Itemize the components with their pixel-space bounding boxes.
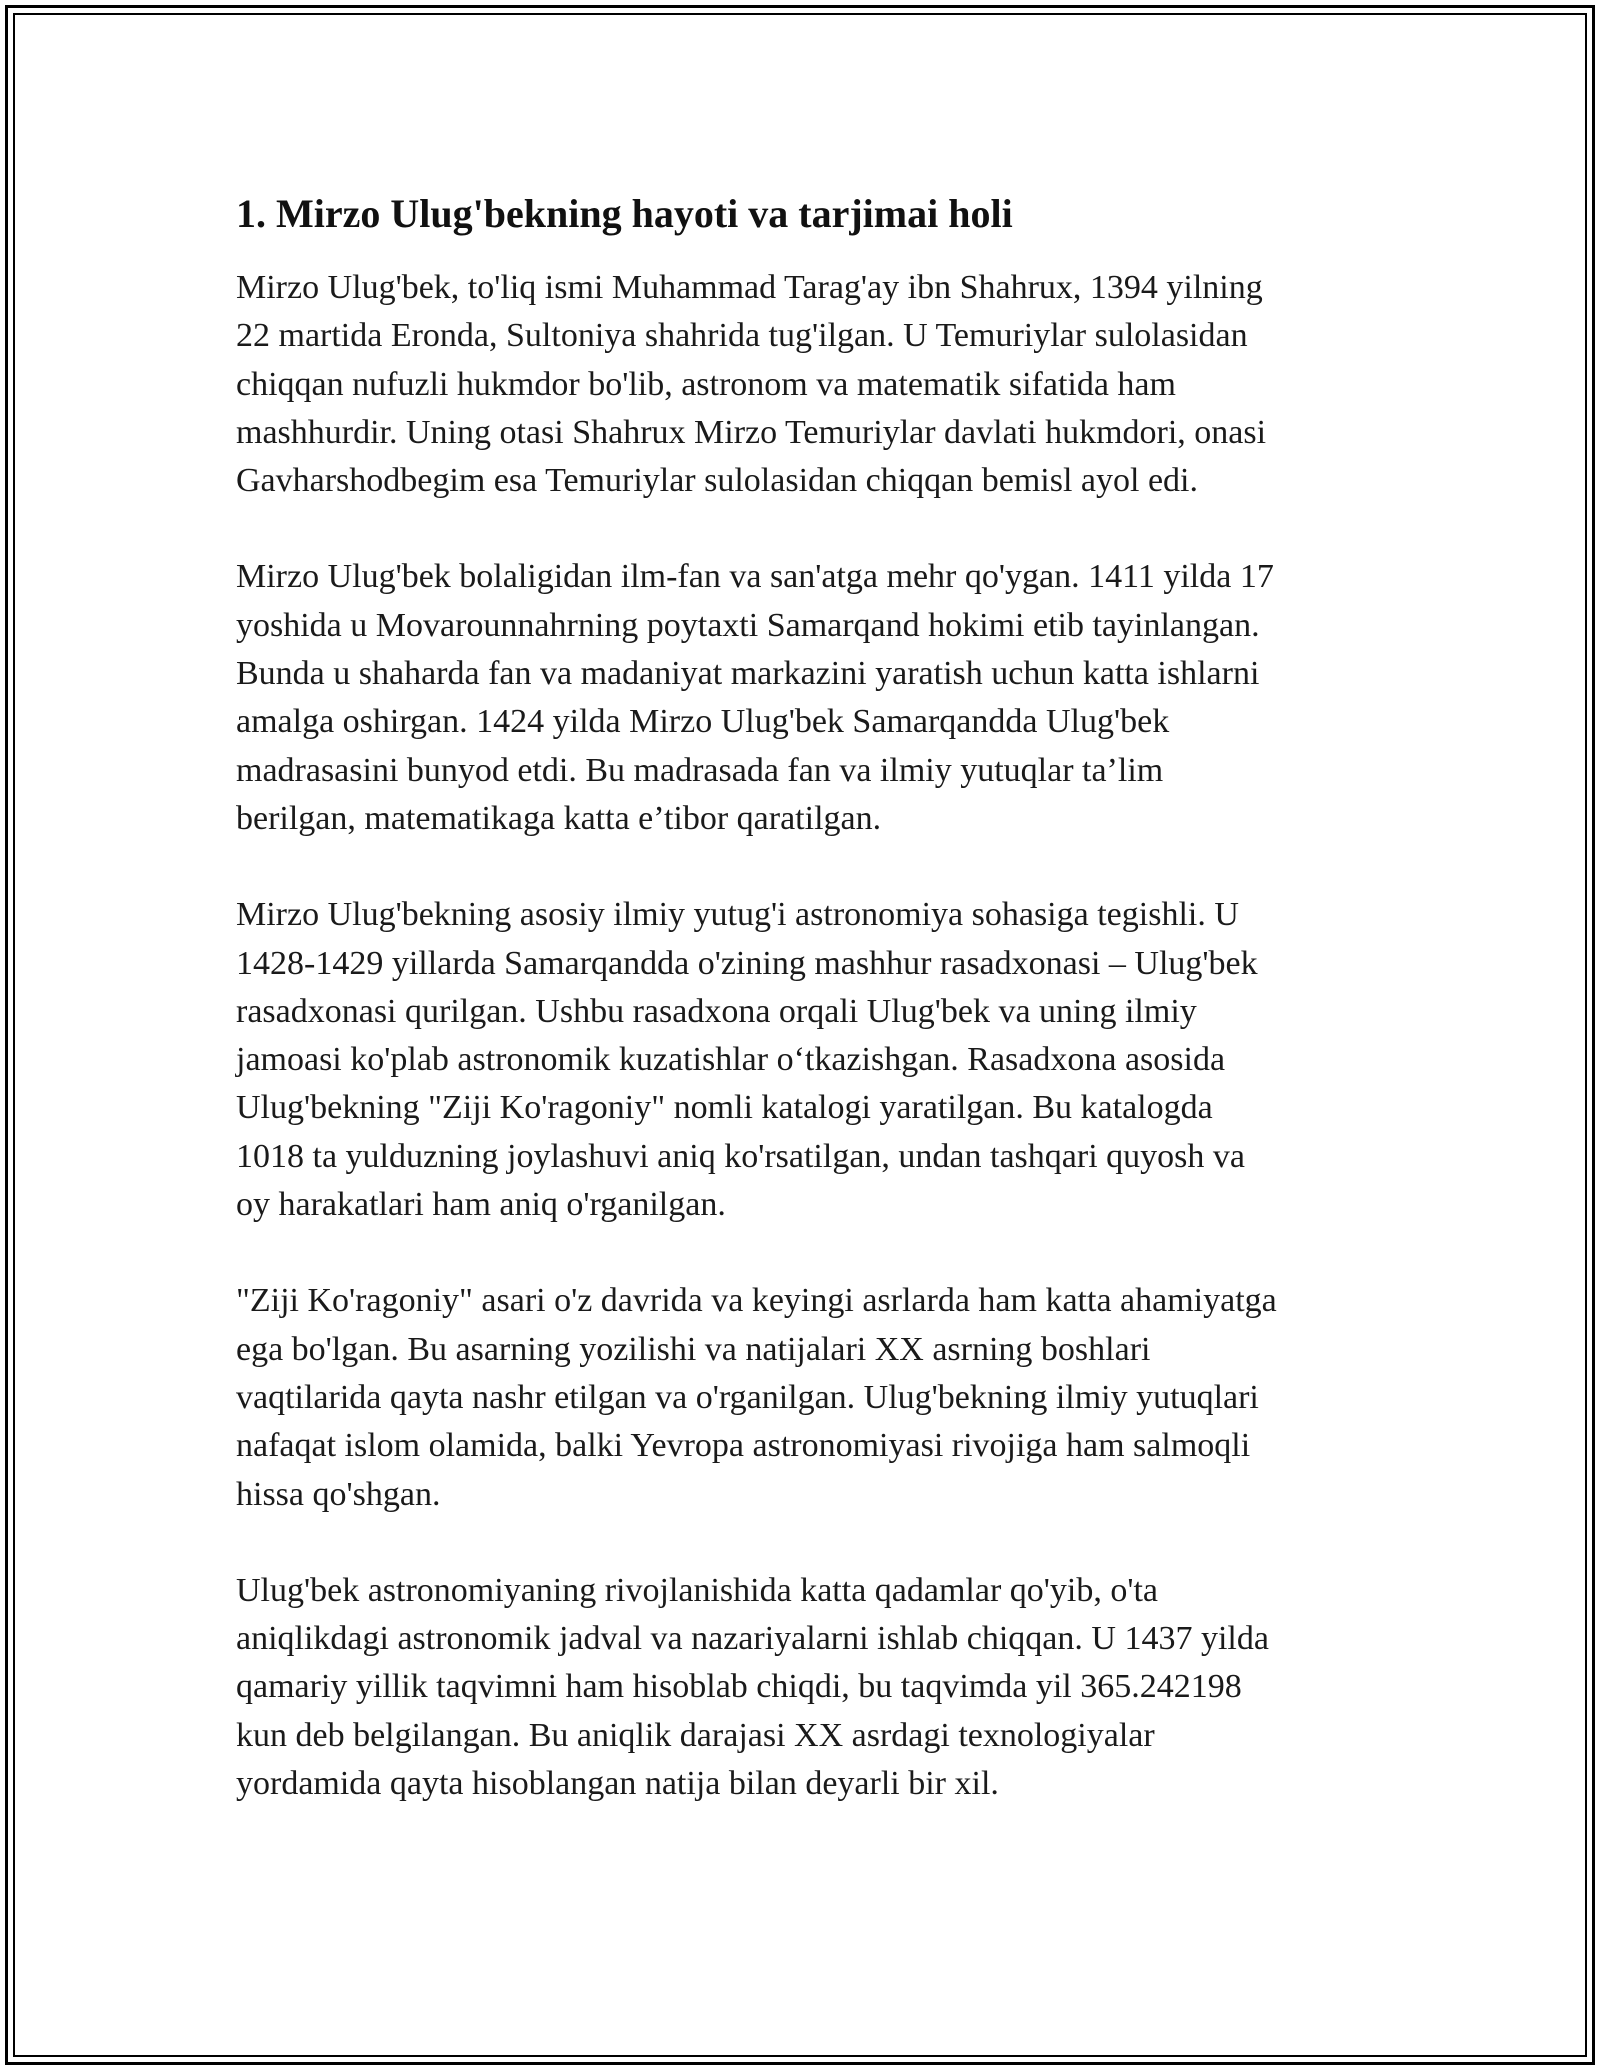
paragraph-ziji-koragoniy: "Ziji Ko'ragoniy" asari o'z davrida va keyingi asrlarda ham katta ahamiyatga ega bo'lgan. Bu asarning yozilishi va natijalari XX asrning boshlari vaqtilarida qayta nashr etilgan va o'rganilgan. Ulug'bekning ilmiy yutuqlari nafaqat islom olamida, balki Yevropa astronomiyasi rivojiga ham salmoqli hissa qo'shgan. <box>236 1282 1277 1513</box>
paragraph-observatory: Mirzo Ulug'bekning asosiy ilmiy yutug'i astronomiya sohasiga tegishli. U 1428-1429 yillarda Samarqandda o'zining mashhur rasadxonasi – Ulug'bek rasadxonasi qurilgan. Ushbu rasadxona orqali Ulug'bek va uning ilmiy jamoasi ko'plab astronomik kuzatishlar o‘tkazishgan. Rasadxona asosida Ulug'bekning "Ziji Ko'ragoniy" nomli katalogi yaratilgan. Bu katalogda 1018 ta yulduzning joylashuvi aniq ko'rsatilgan, undan tashqari quyosh va oy harakatlari ham aniq o'rganilgan. <box>236 896 1258 1224</box>
paragraph-calendar: Ulug'bek astronomiyaning rivojlanishida katta qadamlar qo'yib, o'ta aniqlikdagi astronomik jadval va nazariyalarni ishlab chiqqan. U 1437 yilda qamariy yillik taqvimni ham hisoblab chiqdi, bu taqvimda yil 365.242198 kun deb belgilangan. Bu aniqlik darajasi XX asrdagi texnologiyalar yordamida qayta hisoblangan natija bilan deyarli bir xil. <box>236 1571 1269 1803</box>
section-title: 1. Mirzo Ulug'bekning hayoti va tarjimai holi <box>236 191 1013 236</box>
paragraph-biography: Mirzo Ulug'bek, to'liq ismi Muhammad Tarag'ay ibn Shahrux, 1394 yilning 22 martida Eronda, Sultoniya shahrida tug'ilgan. U Temuriylar sulolasidan chiqqan nufuzli hukmdor bo'lib, astronom va matematik sifatida ham mashhurdir. Uning otasi Shahrux Mirzo Temuriylar davlati hukmdori, onasi Gavharshodbegim esa Temuriylar sulolasidan chiqqan bemisl ayol edi. <box>236 269 1267 500</box>
document-body <box>236 186 1366 1856</box>
paragraph-youth: Mirzo Ulug'bek bolaligidan ilm-fan va san'atga mehr qo'ygan. 1411 yilda 17 yoshida u Movarounnahrning poytaxti Samarqand hokimi etib tayinlangan. Bunda u shaharda fan va madaniyat markazini yaratish uchun katta ishlarni amalga oshirgan. 1424 yilda Mirzo Ulug'bek Samarqandda Ulug'bek madrasasini bunyod etdi. Bu madrasada fan va ilmiy yutuqlar ta’lim berilgan, matematikaga katta e’tibor qaratilgan. <box>236 558 1274 837</box>
